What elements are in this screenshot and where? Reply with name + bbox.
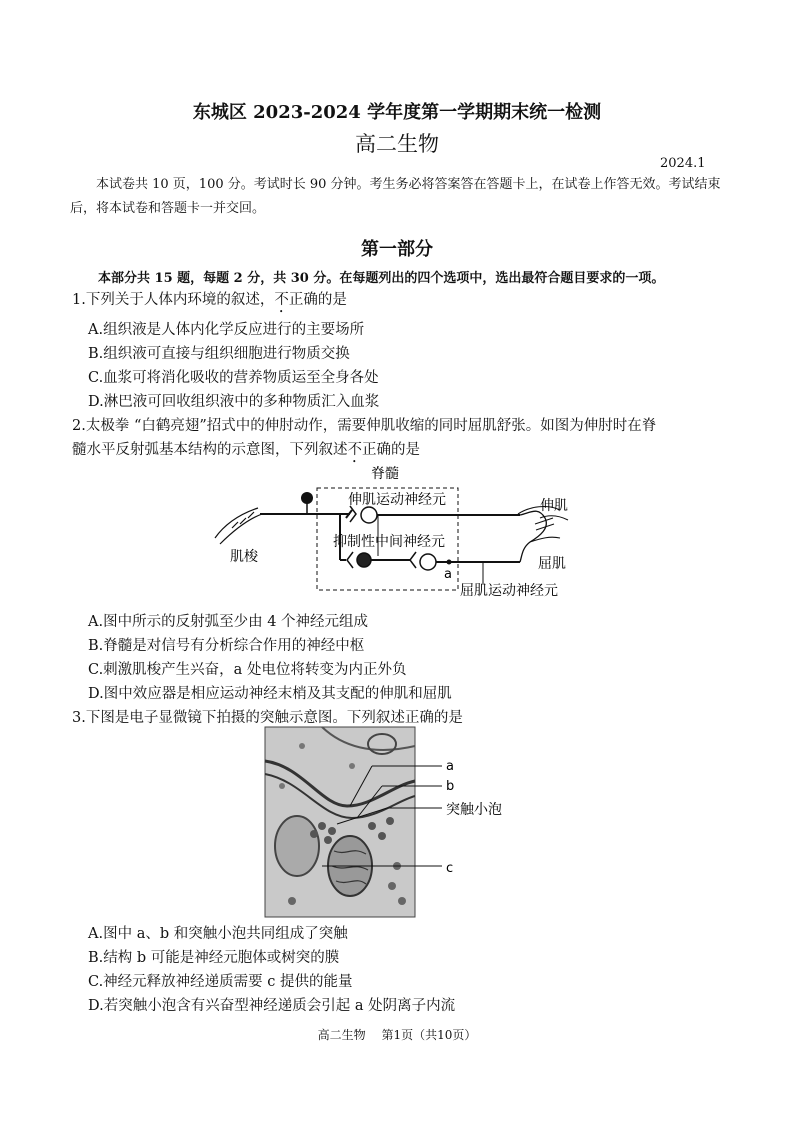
label-a: a [446, 759, 454, 774]
inhibitory-interneuron-body [357, 553, 371, 567]
question-1-option-a: A.组织液是人体内化学反应进行的主要场所 [88, 322, 365, 338]
flexor-motor-label: 屈肌运动神经元 [460, 583, 558, 599]
part-one-title: 第一部分 [361, 239, 433, 260]
question-1-option-d: D.淋巴液可回收组织液中的多种物质汇入血浆 [88, 394, 380, 410]
arm-outline [520, 511, 546, 562]
page-footer: 高二生物 第1页（共10页） [317, 1028, 477, 1042]
label-synaptic-vesicle: 突触小泡 [446, 802, 502, 818]
synapse-micrograph-figure [262, 726, 522, 920]
muscle-spindle-shape [215, 508, 262, 544]
question-2-option-c: C.刺激肌梭产生兴奋，a 处电位将转变为内正外负 [88, 662, 407, 678]
question-2-stem-line1: 2.太极拳 “白鹤亮翅”招式中的伸肘动作，需要伸肌收缩的同时屈肌舒张。如图为伸肘时在脊 [72, 418, 657, 434]
question-2-option-d: D.图中效应器是相应运动神经末梢及其支配的伸肌和屈肌 [88, 686, 452, 702]
extensor-label: 伸肌 [540, 498, 568, 514]
question-3-option-d: D.若突触小泡含有兴奋型神经递质会引起 a 处阴离子内流 [88, 998, 456, 1014]
question-1-stem: 1.下列关于人体内环境的叙述，不正确的是 [72, 292, 347, 308]
extensor-motor-neuron-body [361, 507, 377, 523]
sensory-neuron-body [301, 492, 313, 504]
question-2-option-a: A.图中所示的反射弧至少由 4 个神经元组成 [88, 614, 369, 630]
label-b: b [446, 779, 455, 794]
reflex-arc-diagram [200, 458, 600, 604]
question-3-option-a: A.图中 a、b 和突触小泡共同组成了突触 [88, 926, 348, 942]
question-2-option-b: B.脊髓是对信号有分析综合作用的神经中枢 [88, 638, 365, 654]
question-1-option-b: B.组织液可直接与组织细胞进行物质交换 [88, 346, 350, 362]
extensor-motor-label: 伸肌运动神经元 [348, 492, 446, 508]
exam-instructions: 本试卷共 10 页，100 分。考试时长 90 分钟。考生务必将答案答在答题卡上，在试卷上作答无效。考试结束后，将本试卷和答题卡一并交回。 [70, 177, 721, 216]
subject-title: 高二生物 [355, 132, 439, 156]
muscle-spindle-label: 肌梭 [230, 549, 258, 565]
spinal-cord-label: 脊髓 [371, 466, 399, 482]
point-a-marker [447, 560, 452, 565]
part-one-note: 本部分共 15 题，每题 2 分，共 30 分。在每题列出的四个选项中，选出最符合题目要求的一项。 [98, 271, 665, 286]
inhibitory-interneuron-label: 抑制性中间神经元 [333, 534, 445, 550]
flexor-motor-neuron-body [420, 554, 436, 570]
question-3-option-b: B.结构 b 可能是神经元胞体或树突的膜 [88, 950, 340, 966]
exam-title: 东城区 2023-2024 学年度第一学期期末统一检测 [192, 102, 602, 123]
question-1-option-c: C.血浆可将消化吸收的营养物质运至全身各处 [88, 370, 379, 386]
question-3-option-c: C.神经元释放神经递质需要 c 提供的能量 [88, 974, 353, 990]
label-c: c [446, 861, 454, 876]
exam-date: 2024.1 [660, 156, 706, 171]
flexor-label: 屈肌 [538, 556, 566, 572]
question-2-stem-line2: 髓水平反射弧基本结构的示意图，下列叙述不正确的是 [72, 442, 420, 458]
question-3-stem: 3.下图是电子显微镜下拍摄的突触示意图。下列叙述正确的是 [72, 710, 463, 726]
point-a-label: a [444, 567, 452, 582]
